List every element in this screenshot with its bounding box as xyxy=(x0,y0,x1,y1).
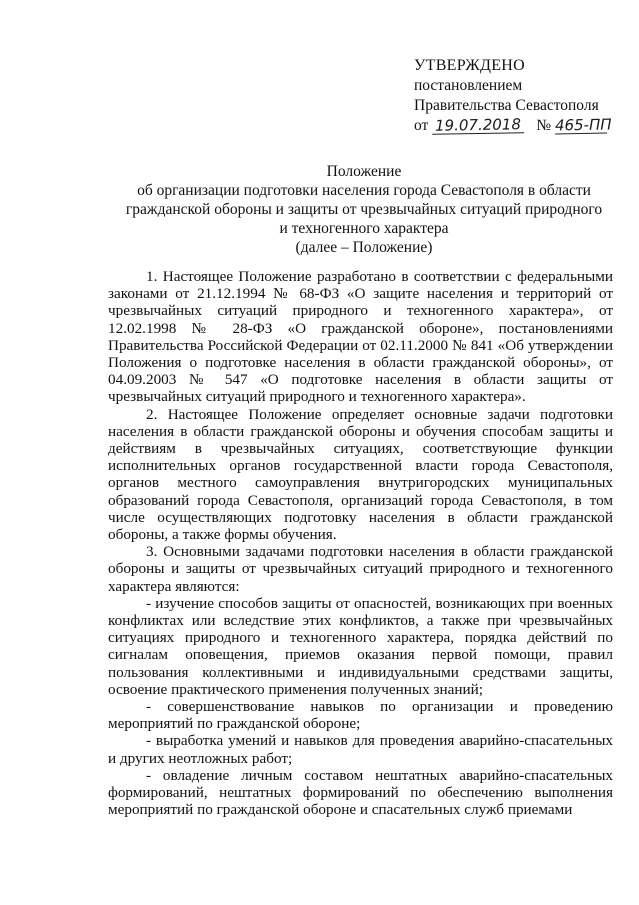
title-line-2: об организации подготовки населения города Севастополя в области xyxy=(137,182,591,199)
list-item-develop-skills: - выработка умений и навыков для проведения аварийно-спасательных и других неотложных работ; xyxy=(108,732,613,767)
title-line-4: и техногенного характера xyxy=(279,220,449,237)
list-item-master-techniques: - овладение личным составом нештатных аварийно-спасательных формирований, нештатных формирований по обеспечению выполнения мероприятий по гражданской обороне и спасательных служб приемами xyxy=(108,766,613,819)
approval-heading: УТВЕРЖДЕНО xyxy=(414,57,526,74)
document-body xyxy=(108,268,613,819)
approval-stamp xyxy=(414,56,624,136)
approval-date-line xyxy=(414,116,624,136)
list-item-study-protection: - изучение способов защиты от опасностей, возникающих при военных конфликтах или вследствие этих конфликтов, а также при чрезвычайных ситуациях природного и техногенного характера, порядка действий по сигналам оповещения, приемов оказания первой помощи, правил пользования коллективными и индивидуальными средствами защиты, освоение практического применения полученных знаний; xyxy=(108,594,613,698)
list-item-improve-skills: - совершенствование навыков по организации и проведению мероприятий по гражданской обороне; xyxy=(108,698,613,733)
paragraph-1: 1. Настоящее Положение разработано в соответствии с федеральными законами от 21.12.1994 № 68-ФЗ «О защите населения и территорий от чрезвычайных ситуаций природного и техногенного характера», от 12.02.1998 № 28-ФЗ «О гражданской обороне», постановлениями Правительства Российской Федерации от 02.11.2000 № 841 «Об утверждении Положения о подготовке населения в области гражданской обороны», от 04.09.2003 № 547 «О подготовке населения в области защиты от чрезвычайных ситуаций природного и техногенного характера». xyxy=(108,268,613,406)
title-line-5: (далее – Положение) xyxy=(295,239,433,256)
approval-number-label: № xyxy=(536,117,552,134)
handwritten-date: 19.07.2018 xyxy=(432,116,524,135)
handwritten-number: 465-ПП xyxy=(554,115,612,135)
document-title xyxy=(104,162,624,257)
title-line-1: Положение xyxy=(326,163,402,180)
title-line-3: гражданской обороны и защиты от чрезвычайных ситуаций природного xyxy=(125,201,603,218)
approval-from-label: от xyxy=(414,117,429,134)
paragraph-3: 3. Основными задачами подготовки населения в области гражданской обороны и защиты от чрезвычайных ситуаций природного и техногенного характера являются: xyxy=(108,543,613,595)
paragraph-2: 2. Настоящее Положение определяет основные задачи подготовки населения в области гражданской обороны и обучения способам защиты и действиям в чрезвычайных ситуациях, соответствующие функции исполнительных органов государственной власти города Севастополя, органов местного самоуправления внутригородских муниципальных образований города Севастополя, организаций города Севастополя, в том числе осуществляющих подготовку населения в области гражданской обороны, а также формы обучения. xyxy=(108,405,613,544)
approval-line-government: Правительства Севастополя xyxy=(414,97,599,114)
approval-line-resolution: постановлением xyxy=(414,77,523,94)
